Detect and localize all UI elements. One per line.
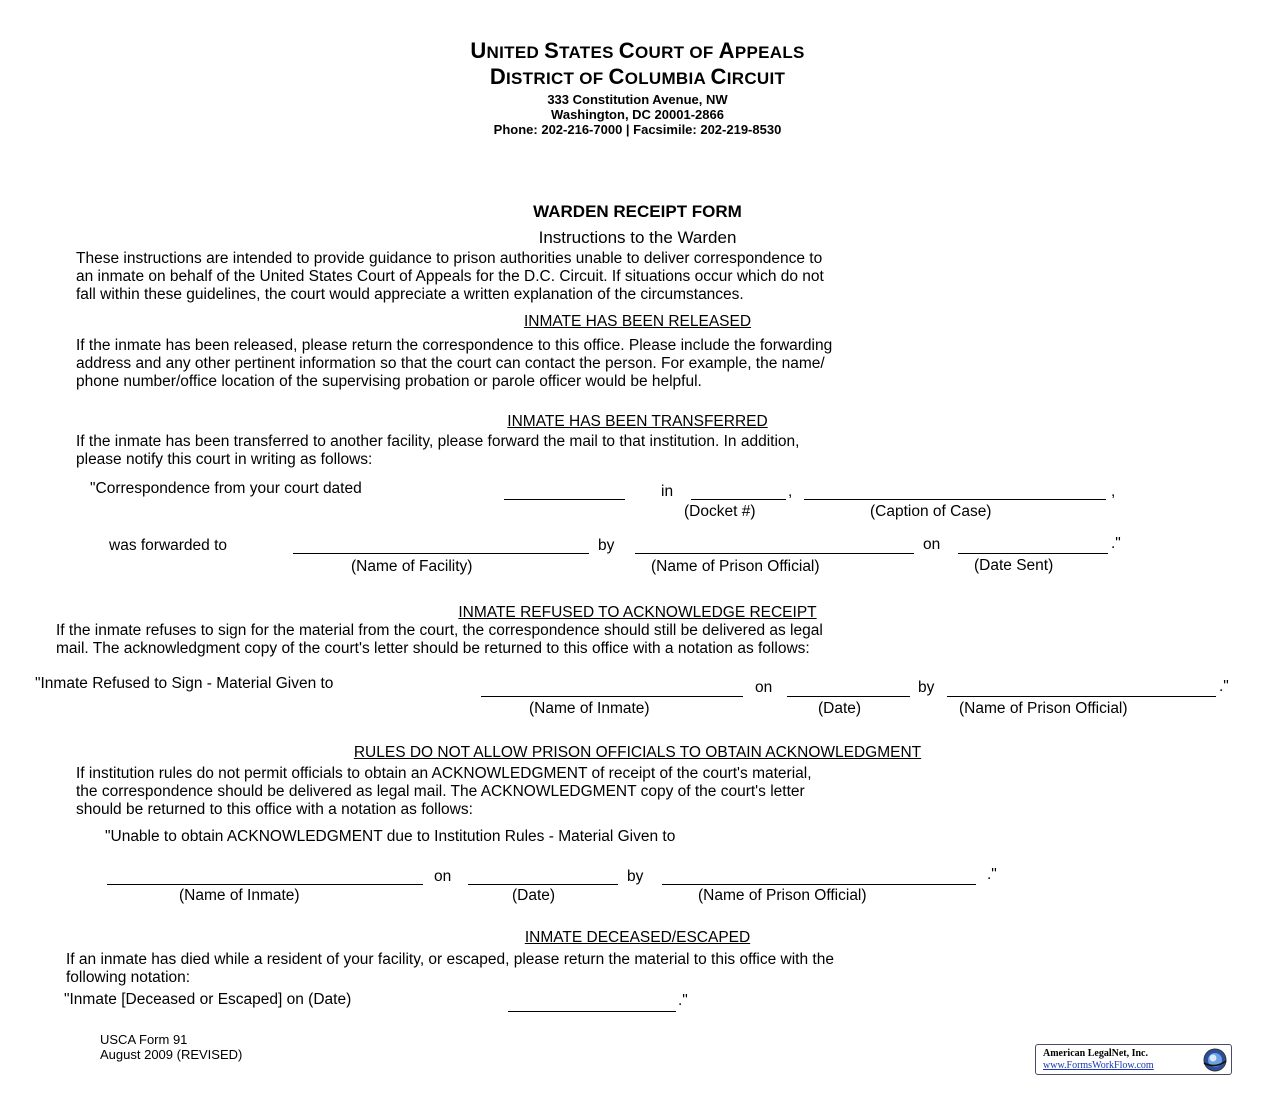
transferred-heading: INMATE HAS BEEN TRANSFERRED [507, 413, 768, 430]
rules-inmate-name-field[interactable] [107, 884, 423, 885]
docket-label: (Docket #) [684, 503, 756, 520]
refused-to-sign-text: "Inmate Refused to Sign - Material Given to [35, 675, 334, 692]
on-text: on [923, 536, 941, 553]
deceased-heading: INMATE DECEASED/ESCAPED [524, 929, 751, 946]
circuit-name: DISTRICT OF COLUMBIA CIRCUIT [489, 64, 786, 89]
form-subtitle: Instructions to the Warden [538, 228, 737, 247]
comma-text-end: , [1111, 483, 1116, 500]
form-revision: August 2009 (REVISED) [100, 1047, 243, 1062]
rules-on-text: on [434, 868, 452, 885]
court-name: UNITED STATES COURT OF APPEALS [470, 38, 805, 63]
rules-by-text: by [627, 868, 644, 885]
refused-heading: INMATE REFUSED TO ACKNOWLEDGE RECEIPT [458, 604, 817, 621]
logo-website-link[interactable]: www.FormsWorkFlow.com [1043, 1060, 1154, 1071]
refused-paragraph: If the inmate refuses to sign for the material from the court, the correspondence should still be delivered as legal mail. The acknowledgment copy of the court's letter should be returned to this office with a notation as follows: [56, 622, 823, 657]
end-quote-text: ." [1111, 535, 1121, 552]
deceased-end-quote: ." [678, 992, 688, 1009]
docket-number-field[interactable] [691, 499, 786, 500]
rules-inmate-label: (Name of Inmate) [179, 887, 300, 904]
rules-paragraph: If institution rules do not permit officials to obtain an ACKNOWLEDGMENT of receipt of the court's material, the correspondence should be delivered as legal mail. The ACKNOWLEDGMENT copy of the court's letter should be returned to this office with a notation as follows: [76, 765, 812, 818]
in-text: in [661, 483, 674, 500]
rules-date-field[interactable] [468, 884, 618, 885]
deceased-paragraph: If an inmate has died while a resident of your facility, or escaped, please return the material to this office with the following notation: [66, 951, 834, 986]
rules-heading: RULES DO NOT ALLOW PRISON OFFICIALS TO OBTAIN ACKNOWLEDGMENT [353, 744, 922, 761]
by-text: by [598, 537, 615, 554]
forwarded-to-text: was forwarded to [109, 537, 228, 554]
logo-company-name: American LegalNet, Inc. [1043, 1048, 1148, 1059]
comma-text: , [788, 483, 793, 500]
rules-quote-text: "Unable to obtain ACKNOWLEDGMENT due to Institution Rules - Material Given to [105, 828, 676, 845]
facility-label: (Name of Facility) [351, 558, 473, 575]
rules-end-quote: ." [987, 866, 997, 883]
correspondence-dated-text: "Correspondence from your court dated [90, 480, 362, 497]
released-paragraph: If the inmate has been released, please return the correspondence to this office. Please include the forwarding address and any other pertinent information so that the court can contact the person. For example, the name/ phone number/office location of the supervising probation or parole officer would be helpful. [76, 337, 833, 390]
refused-official-label: (Name of Prison Official) [959, 700, 1128, 717]
refused-date-field[interactable] [787, 696, 910, 697]
address-line-2: Washington, DC 20001-2866 [551, 107, 724, 122]
caption-label: (Caption of Case) [870, 503, 992, 520]
correspondence-date-field[interactable] [504, 499, 625, 500]
facility-name-field[interactable] [293, 553, 589, 554]
form-footer [100, 1032, 242, 1062]
official-label: (Name of Prison Official) [651, 558, 820, 575]
rules-official-field[interactable] [662, 884, 976, 885]
transferred-paragraph: If the inmate has been transferred to another facility, please forward the mail to that institution. In addition, please notify this court in writing as follows: [76, 433, 800, 468]
refused-date-label: (Date) [818, 700, 862, 717]
refused-by-text: by [918, 679, 935, 696]
prison-official-field[interactable] [635, 553, 914, 554]
legalnet-logo[interactable] [1035, 1044, 1232, 1075]
released-heading: INMATE HAS BEEN RELEASED [523, 313, 752, 330]
date-sent-field[interactable] [958, 553, 1108, 554]
globe-icon [1202, 1047, 1228, 1073]
deceased-date-field[interactable] [508, 1011, 676, 1012]
refused-official-field[interactable] [947, 696, 1216, 697]
form-title: WARDEN RECEIPT FORM [533, 202, 742, 221]
rules-official-label: (Name of Prison Official) [698, 887, 867, 904]
refused-on-text: on [755, 679, 773, 696]
case-caption-field[interactable] [804, 499, 1106, 500]
address-line-1: 333 Constitution Avenue, NW [547, 92, 728, 107]
intro-paragraph: These instructions are intended to provide guidance to prison authorities unable to deliver correspondence to an inmate on behalf of the United States Court of Appeals for the D.C. Circuit. If situations occur which do not fall within these guidelines, the court would appreciate a written explanation of the circumstances. [76, 250, 824, 303]
form-number: USCA Form 91 [100, 1032, 188, 1047]
date-sent-label: (Date Sent) [974, 557, 1054, 574]
deceased-notation-text: "Inmate [Deceased or Escaped] on (Date) [64, 991, 352, 1008]
refused-inmate-name-field[interactable] [481, 696, 743, 697]
refused-end-quote: ." [1219, 678, 1229, 695]
rules-date-label: (Date) [512, 887, 556, 904]
refused-inmate-label: (Name of Inmate) [529, 700, 650, 717]
phone-fax: Phone: 202-216-7000 | Facsimile: 202-219-8530 [493, 122, 782, 137]
